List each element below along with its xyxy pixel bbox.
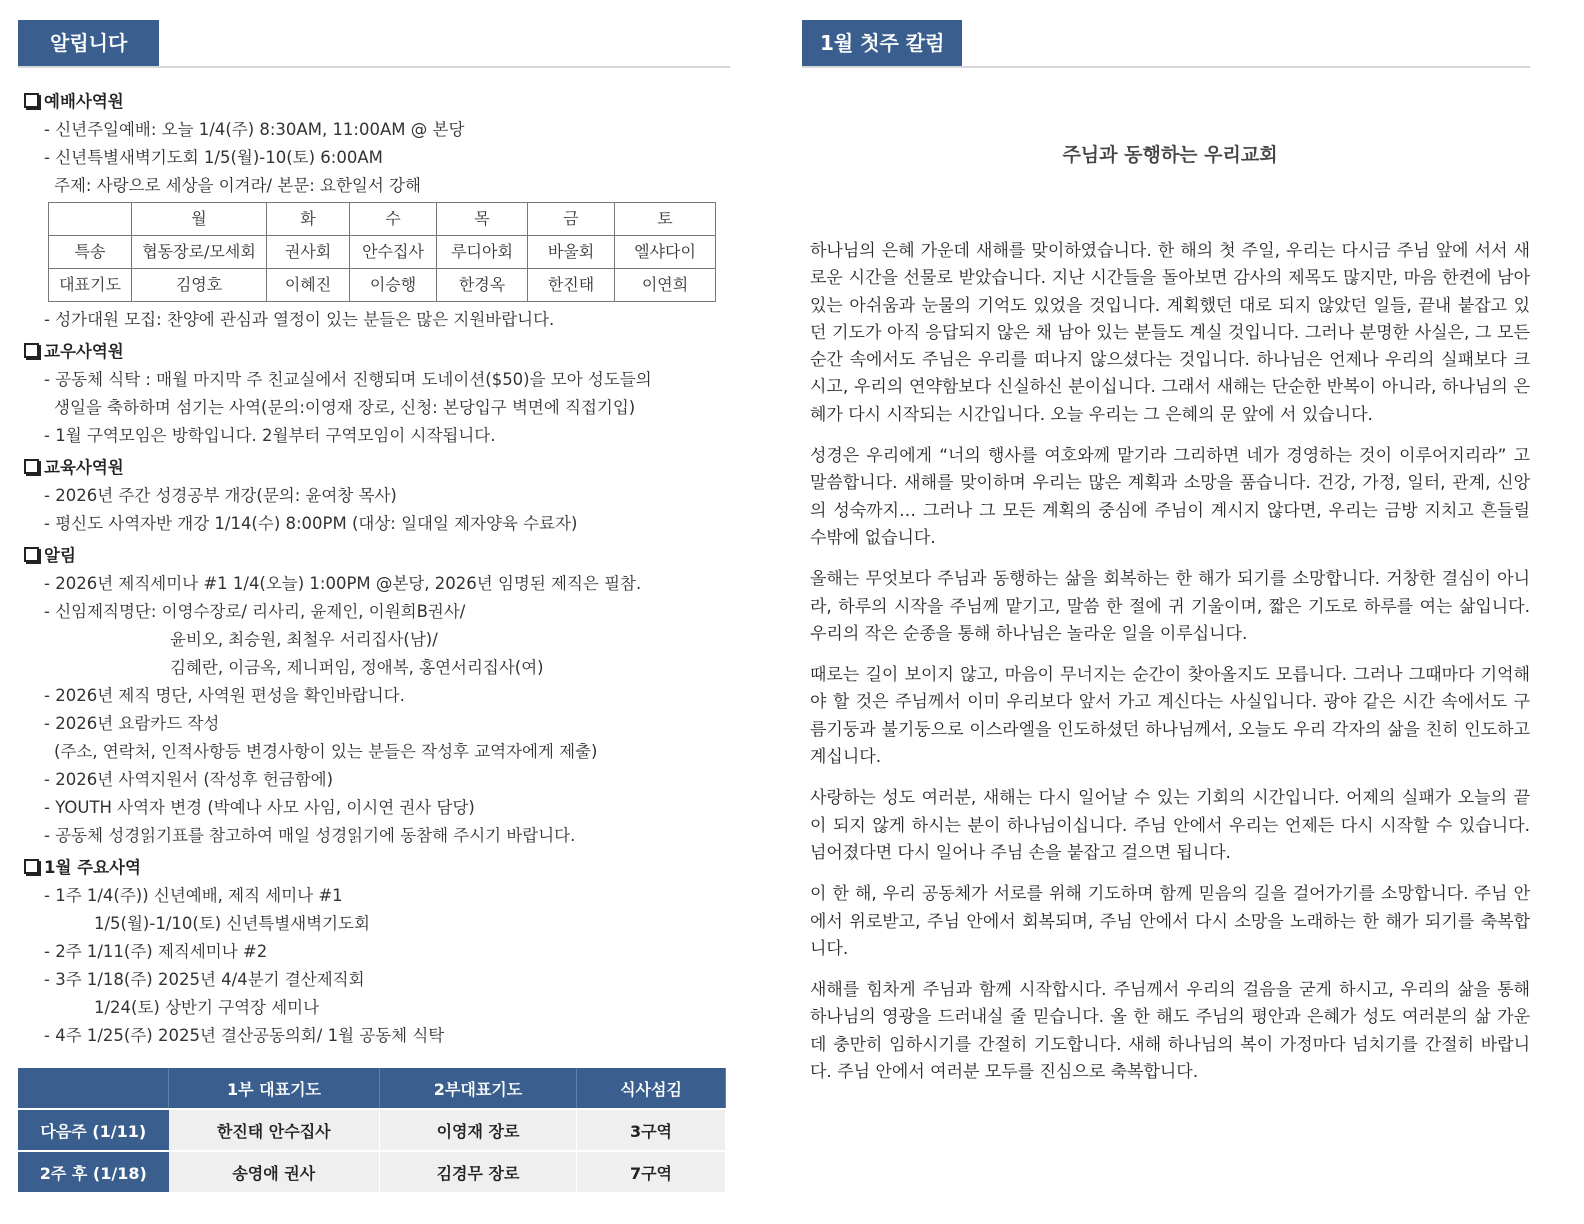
list-item: - 4주 1/25(주) 2025년 결산공동의회/ 1월 공동체 식탁 bbox=[44, 1026, 445, 1045]
table-cell: 협동장로/모세회 bbox=[132, 236, 267, 269]
list-item: - 3주 1/18(주) 2025년 4/4분기 결산제직회 bbox=[44, 970, 365, 989]
section-title: 예배사역원 bbox=[44, 92, 124, 111]
paragraph: 하나님의 은혜 가운데 새해를 맞이하였습니다. 한 해의 첫 주일, 우리는 다시금 주님 앞에 서서 새로운 시간을 선물로 받았습니다. 지난 시간들을 돌아보면 감사의 제목도 많지만, 마음 한켠에 남아 있는 아쉬움과 눈물의 기억도 있었을 것입니다. 계획했던 대로 되지 않았던 일들, 끝내 붙잡고 있던 기도가 아직 응답되지 않은 채 남아 있는 분들도 계실 것입니다. 그러나 분명한 사실은, 그 모든 순간 속에서도 주님은 우리를 떠나지 않으셨다는 것입니다. 하나님은 언제나 우리의 실패보다 크시고, 우리의 연약함보다 신실하신 분이십니다. 그래서 새해는 단순한 반복이 아니라, 하나님의 은혜가 다시 시작되는 시간입니다. 오늘 우리는 그 은혜의 문 앞에 서 있습니다. bbox=[810, 241, 1530, 425]
table-cell: 한경옥 bbox=[437, 269, 528, 302]
table-cell: 바울회 bbox=[528, 236, 615, 269]
checkbox-icon bbox=[24, 93, 39, 108]
paragraph: 올해는 무엇보다 주님과 동행하는 삶을 회복하는 한 해가 되기를 소망합니다. 거창한 결심이 아니라, 하루의 시작을 주님께 맡기고, 말씀 한 절에 귀 기울이며, 짧은 기도로 하루를 여는 삶입니다. 우리의 작은 순종을 통해 하나님은 놀라운 일을 이루십니다. bbox=[810, 569, 1530, 644]
table-cell: 김경무 장로 bbox=[380, 1151, 577, 1193]
table-cell: 금 bbox=[528, 203, 615, 236]
paragraph: 새해를 힘차게 주님과 함께 시작합시다. 주님께서 우리의 걸음을 굳게 하시고, 우리의 삶을 통해 하나님의 영광을 드러내실 줄 믿습니다. 올 한 해도 주님의 평안과 은혜가 성도 여러분의 삶 가운데 충만히 임하시기를 간절히 기도합니다. 새해 하나님의 복이 가정마다 넘치기를 간절히 바랍니다. 주님 안에서 여러분 모두를 진심으로 축복합니다. bbox=[810, 980, 1530, 1083]
section-teaching bbox=[24, 454, 730, 482]
row-label: 다음주 (1/11) bbox=[18, 1109, 169, 1151]
list-item: - 1주 1/4(주)) 신년예배, 제직 세미나 #1 bbox=[44, 886, 343, 905]
table-header-cell: 1부 대표기도 bbox=[169, 1068, 380, 1109]
table-cell: 이승행 bbox=[350, 269, 437, 302]
section-january bbox=[24, 854, 730, 882]
table-row bbox=[49, 269, 716, 302]
section-title: 1월 주요사역 bbox=[44, 858, 141, 877]
list-item: 김혜란, 이금옥, 제니퍼임, 정애복, 홍연서리집사(여) bbox=[170, 658, 544, 677]
table-row bbox=[18, 1151, 726, 1193]
table-cell: 김영호 bbox=[132, 269, 267, 302]
list-item: - 2주 1/11(주) 제직세미나 #2 bbox=[44, 942, 268, 961]
checkbox-icon bbox=[24, 859, 39, 874]
table-cell: 특송 bbox=[49, 236, 132, 269]
paragraph: 이 한 해, 우리 공동체가 서로를 위해 기도하며 함께 믿음의 길을 걸어가기를 소망합니다. 주님 안에서 위로받고, 주님 안에서 회복되며, 주님 안에서 다시 소망을 노래하는 한 해가 되기를 축복합니다. bbox=[810, 884, 1530, 959]
table-cell: 화 bbox=[267, 203, 350, 236]
checkbox-icon bbox=[24, 547, 39, 562]
table-cell bbox=[49, 203, 132, 236]
table-cell: 이영재 장로 bbox=[380, 1109, 577, 1151]
table-cell: 한진태 bbox=[528, 269, 615, 302]
table-header-row bbox=[18, 1068, 726, 1109]
table-header-cell bbox=[18, 1068, 169, 1109]
table-row bbox=[49, 203, 716, 236]
section-title: 교우사역원 bbox=[44, 342, 124, 361]
column-header-title: 1월 첫주 칼럼 bbox=[802, 20, 962, 66]
table-cell: 이혜진 bbox=[267, 269, 350, 302]
paragraph: 사랑하는 성도 여러분, 새해는 다시 일어날 수 있는 기회의 시간입니다. 어제의 실패가 오늘의 끝이 되지 않게 하시는 분이 하나님이십니다. 주님 안에서 우리는 언제든 다시 시작할 수 있습니다. 넘어졌다면 다시 일어나 주님 손을 붙잡고 걸으면 됩니다. bbox=[810, 788, 1530, 863]
list-item: - 신년특별새벽기도회 1/5(월)-10(토) 6:00AM bbox=[44, 148, 383, 167]
table-cell: 송영애 권사 bbox=[169, 1151, 380, 1193]
table-header-cell: 2부대표기도 bbox=[380, 1068, 577, 1109]
list-item: - 평신도 사역자반 개강 1/14(수) 8:00PM (대상: 일대일 제자양육 수료자) bbox=[44, 514, 578, 533]
table-cell: 권사회 bbox=[267, 236, 350, 269]
announcements-header bbox=[18, 20, 730, 68]
table-cell: 토 bbox=[615, 203, 716, 236]
table-cell: 엘샤다이 bbox=[615, 236, 716, 269]
list-item: 생일을 축하하며 섬기는 사역(문의:이영재 장로, 신청: 본당입구 벽면에 직접기입) bbox=[54, 398, 636, 417]
announcements-page bbox=[18, 0, 730, 1224]
section-notice bbox=[24, 542, 730, 570]
table-cell: 수 bbox=[350, 203, 437, 236]
list-item: - 성가대원 모집: 찬양에 관심과 열정이 있는 분들은 많은 지원바랍니다. bbox=[44, 310, 555, 329]
announcements-body bbox=[24, 84, 730, 1050]
weekly-schedule-table bbox=[48, 202, 716, 302]
row-label: 2주 후 (1/18) bbox=[18, 1151, 169, 1193]
table-row bbox=[49, 236, 716, 269]
announcements-title: 알립니다 bbox=[18, 20, 159, 66]
checkbox-icon bbox=[24, 343, 39, 358]
column-page bbox=[810, 0, 1530, 1224]
table-cell: 월 bbox=[132, 203, 267, 236]
list-item: - YOUTH 사역자 변경 (박예나 사모 사임, 이시연 권사 담당) bbox=[44, 798, 475, 817]
table-cell: 3구역 bbox=[577, 1109, 726, 1151]
table-cell: 목 bbox=[437, 203, 528, 236]
list-item: 1/5(월)-1/10(토) 신년특별새벽기도회 bbox=[94, 914, 370, 933]
column-title: 주님과 동행하는 우리교회 bbox=[1062, 144, 1278, 166]
prayer-schedule-table bbox=[18, 1068, 726, 1194]
list-item: - 2026년 제직 명단, 사역원 편성을 확인바랍니다. bbox=[44, 686, 405, 705]
list-item: - 공동체 식탁 : 매월 마지막 주 친교실에서 진행되며 도네이션($50)을 모아 성도들의 bbox=[44, 370, 652, 389]
column-body bbox=[810, 238, 1530, 1100]
table-cell: 루디아회 bbox=[437, 236, 528, 269]
table-row bbox=[18, 1109, 726, 1151]
list-item: - 공동체 성경읽기표를 참고하여 매일 성경읽기에 동참해 주시기 바랍니다. bbox=[44, 826, 576, 845]
checkbox-icon bbox=[24, 459, 39, 474]
table-cell: 대표기도 bbox=[49, 269, 132, 302]
list-item: - 2026년 주간 성경공부 개강(문의: 윤여창 목사) bbox=[44, 486, 397, 505]
list-item: 윤비오, 최승원, 최철우 서리집사(남)/ bbox=[170, 630, 438, 649]
list-item: - 신년주일예배: 오늘 1/4(주) 8:30AM, 11:00AM @ 본당 bbox=[44, 120, 465, 139]
list-item: - 2026년 요람카드 작성 bbox=[44, 714, 220, 733]
section-education bbox=[24, 338, 730, 366]
paragraph: 때로는 길이 보이지 않고, 마음이 무너지는 순간이 찾아올지도 모릅니다. 그러나 그때마다 기억해야 할 것은 주님께서 이미 우리보다 앞서 가고 계신다는 사실입니다. 광야 같은 시간 속에서도 구름기둥과 불기둥으로 이스라엘을 인도하셨던 하나님께서, 오늘도 우리 각자의 삶을 친히 인도하고 계십니다. bbox=[810, 665, 1530, 768]
list-item: - 신임제직명단: 이영수장로/ 리사리, 윤제인, 이원희B권사/ bbox=[44, 602, 466, 621]
list-item: - 1월 구역모임은 방학입니다. 2월부터 구역모임이 시작됩니다. bbox=[44, 426, 496, 445]
list-item: (주소, 연락처, 인적사항등 변경사항이 있는 분들은 작성후 교역자에게 제출) bbox=[54, 742, 598, 761]
table-cell: 이연희 bbox=[615, 269, 716, 302]
section-worship bbox=[24, 88, 730, 116]
paragraph: 성경은 우리에게 “너의 행사를 여호와께 맡기라 그리하면 네가 경영하는 것이 이루어지리라” 고 말씀합니다. 새해를 맞이하며 우리는 많은 계획과 소망을 품습니다. 건강, 가정, 일터, 관계, 신앙의 성숙까지… 그러나 그 모든 계획의 중심에 주님이 계시지 않다면, 우리는 금방 지치고 흔들릴 수밖에 없습니다. bbox=[810, 446, 1530, 548]
table-cell: 7구역 bbox=[577, 1151, 726, 1193]
section-title: 알림 bbox=[44, 546, 76, 565]
table-cell: 한진태 안수집사 bbox=[169, 1109, 380, 1151]
list-item: 1/24(토) 상반기 구역장 세미나 bbox=[94, 998, 320, 1017]
table-header-cell: 식사섬김 bbox=[577, 1068, 726, 1109]
section-title: 교육사역원 bbox=[44, 458, 124, 477]
list-item: 주제: 사랑으로 세상을 이겨라/ 본문: 요한일서 강해 bbox=[54, 176, 421, 195]
list-item: - 2026년 사역지원서 (작성후 헌금함에) bbox=[44, 770, 334, 789]
table-cell: 안수집사 bbox=[350, 236, 437, 269]
column-header bbox=[802, 20, 1530, 68]
list-item: - 2026년 제직세미나 #1 1/4(오늘) 1:00PM @본당, 2026년 임명된 제직은 필참. bbox=[44, 574, 642, 593]
